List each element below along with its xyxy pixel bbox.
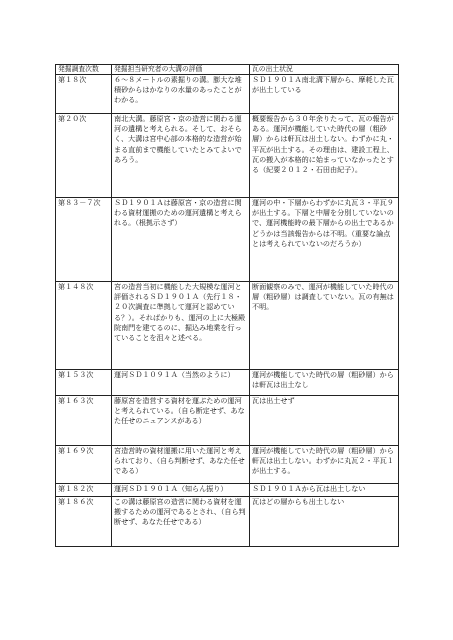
header-tiles: 瓦の出土状況 (250, 65, 399, 75)
cell-round: 第１４８次 (56, 282, 112, 370)
cell-round: 第２０次 (56, 114, 112, 198)
table-row (56, 114, 399, 198)
survey-table (55, 64, 399, 547)
cell-evaluation: 運河ＳＤ１９０１Ａ（知らん振り） (112, 484, 250, 497)
cell-tiles: 概要報告から３０年余りたって、瓦の報告がある。運河が機能していた時代の層（粗砂層）からは軒瓦は出土しない。わずかに丸・平瓦が出土する。その理由は、建設工程上、瓦の搬入が本格的に始まっていなかったとする（紀要２０１２・石田由紀子）。 (250, 114, 399, 198)
cell-evaluation: 宮の造営当初に機能した大規模な運河と評価されるＳＤ１９０１Ａ（先行１８・２０次調査に準拠して運河と認めている？）。そればかりも、運河の上に大極殿院南門を建てるのに、掘込み地業を行っていることを沮々と述べる。 (112, 282, 250, 370)
cell-evaluation: 運河ＳＤ１０９１Ａ（当然のように） (112, 370, 250, 396)
cell-round: 第１８次 (56, 75, 112, 114)
cell-round: 第１８２次 (56, 484, 112, 497)
cell-tiles: ＳＤ１９０１Ａ南北溝下層から、摩耗した瓦が出土している (250, 75, 399, 114)
cell-evaluation: ６～８メートルの素掘りの溝。膨大な堆積砂からはかなりの水量のあったことがわかる。 (112, 75, 250, 114)
cell-tiles: 瓦は出土せず (250, 396, 399, 446)
cell-round: 第８３－７次 (56, 198, 112, 282)
cell-tiles: 断面観察のみで、運河が機能していた時代の層（粗砂層）は調査していない。瓦の有無は不明。 (250, 282, 399, 370)
cell-round: 第１６３次 (56, 396, 112, 446)
table-row (56, 370, 399, 396)
header-round: 発掘調査次数 (56, 65, 112, 75)
cell-round: 第１６９次 (56, 446, 112, 484)
cell-round: 第１５３次 (56, 370, 112, 396)
cell-tiles: ＳＤ１９０１Ａから瓦は出土しない (250, 484, 399, 497)
table-row (56, 396, 399, 446)
table-row (56, 198, 399, 282)
table-row (56, 446, 399, 484)
table-row (56, 75, 399, 114)
table-row (56, 484, 399, 497)
cell-tiles: 運河が機能していた時代の層（粗砂層）から軒瓦は出土しない。わずかに丸瓦２・平瓦１が出土する。 (250, 446, 399, 484)
cell-tiles: 瓦はどの層からも出土しない (250, 497, 399, 547)
cell-evaluation: ＳＤ１９０１Ａは藤原宮・京の造営に関わる資材運搬のための運河遺構と考えられる。（根拠示さず） (112, 198, 250, 282)
header-row (56, 65, 399, 75)
cell-evaluation: 南北大溝。藤原宮・京の造営に関わる運河の遺構と考えられる。そして、おそらく、大溝は宮中心部の本格的な造営が始まる直前まで機能していたとみてよいであろう。 (112, 114, 250, 198)
cell-round: 第１８６次 (56, 497, 112, 547)
cell-evaluation: 宮造営時の資材運搬に用いた運河と考えられており、（自ら判断せず、あなた任せである） (112, 446, 250, 484)
table-row (56, 497, 399, 547)
table-row (56, 282, 399, 370)
cell-tiles: 運河の中・下層からわずかに丸瓦３・平瓦９が出土する。下層と中層を分別していないので、運河機能時の最下層からの出土であるかどうかは当該報告からは不明。（重要な論点とは考えられていないのだろうか） (250, 198, 399, 282)
cell-tiles: 運河が機能していた時代の層（粗砂層）からは軒瓦は出土なし (250, 370, 399, 396)
cell-evaluation: 藤原宮を造営する資材を運ぶための運河と考えられている。（自ら断定せず、あなた任せのニュアンスがある） (112, 396, 250, 446)
cell-evaluation: この溝は藤原宮の造営に関わる資材を運搬するための運河であるとされ、（自ら判断せず、あなた任せである） (112, 497, 250, 547)
header-evaluation: 発掘担当研究者の大溝の評価 (112, 65, 250, 75)
